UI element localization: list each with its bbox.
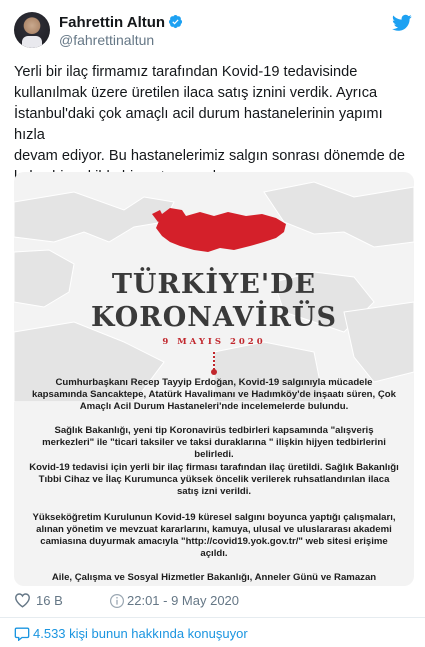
discussion-link[interactable] bbox=[14, 626, 248, 641]
discussion-text[interactable]: 4.533 kişi bunun hakkında konuşuyor bbox=[33, 626, 248, 641]
turkey-shape bbox=[156, 208, 286, 252]
info-icon[interactable] bbox=[109, 593, 125, 609]
tweet-line: kullanılmak üzere üretilen ilaca satış iznini verdik. Ayrıca bbox=[14, 85, 378, 101]
tweet-line: İstanbul'daki çok amaçlı acil durum hastanelerinin yapımı hızla bbox=[14, 106, 383, 143]
poster-paragraph: Yükseköğretim Kurulunun Kovid-19 küresel salgını boyunca yaptığı çalışmaları, alınan yönetim ve mevzuat kararlarını, kamuya, ulusal ve uluslararası akademi camiasına duyurmak amacıyla "http://covid19.yok.gov.tr/" web sitesi erişime açıldı. bbox=[32, 512, 396, 559]
tweet-line: devam ediyor. Bu hastanelerimiz salgın sonrası dönemde de bbox=[14, 148, 406, 164]
poster-paragraph: Aile, Çalışma ve Sosyal Hizmetler Bakanlığı, Anneler Günü ve Ramazan bbox=[51, 572, 377, 583]
tweet-line: Yerli bir ilaç firmamız tarafından Kovid-19 tedavisinde bbox=[14, 64, 358, 80]
timeline-divider bbox=[213, 352, 217, 370]
poster-date: 9 MAYIS 2020 bbox=[162, 337, 266, 347]
divider bbox=[0, 617, 425, 618]
tweet-footer bbox=[14, 591, 414, 613]
twitter-bird-icon[interactable] bbox=[392, 14, 412, 32]
tweet-media-image[interactable] bbox=[14, 172, 414, 586]
poster-paragraph: Sağlık Bakanlığı, yeni tip Koronavirüs tedbirleri kapsamında "alışveriş merkezleri" ile "ticari taksiler ve taksi duraklarına " ilişkin hijyen tedbirlerini belirledi. bbox=[42, 425, 386, 460]
poster-title-line1: TÜRKİYE'DE bbox=[111, 269, 317, 300]
poster-paragraph: Kovid-19 tedavisi için yerli bir ilaç firması tarafından ilaç üretildi. Sağlık Bakanlığı Tıbbi Cihaz ve İlaç Kurumunca yüksek öncelik verilerek ruhsatlandırılan ilaca satış izni verildi. bbox=[29, 462, 399, 497]
poster-title-line2: KORONAVİRÜS bbox=[91, 302, 337, 333]
author-handle[interactable]: @fahrettinaltun bbox=[59, 32, 155, 48]
poster-paragraph: Cumhurbaşkanı Recep Tayyip Erdoğan, Kovid-19 salgınıyla mücadele kapsamında Sancaktepe, Atatürk Havalimanı ve Hadımköy'de inşaatı süren, Çok Amaçlı Acil Durum Hastaneleri'nde incelemelerde bulundu. bbox=[32, 377, 396, 412]
tweet-header bbox=[14, 12, 414, 52]
avatar[interactable] bbox=[14, 12, 50, 48]
verified-badge-icon bbox=[168, 14, 183, 29]
like-count[interactable]: 16 B bbox=[36, 593, 63, 608]
tweet-timestamp[interactable]: 22:01 - 9 May 2020 bbox=[127, 593, 240, 608]
timeline-dot bbox=[211, 369, 217, 375]
author-name[interactable] bbox=[59, 14, 183, 31]
author-name-text[interactable]: Fahrettin Altun bbox=[59, 14, 166, 31]
heart-icon[interactable] bbox=[14, 592, 31, 608]
comment-bubble-icon bbox=[14, 626, 30, 641]
tweet-text bbox=[14, 62, 412, 188]
